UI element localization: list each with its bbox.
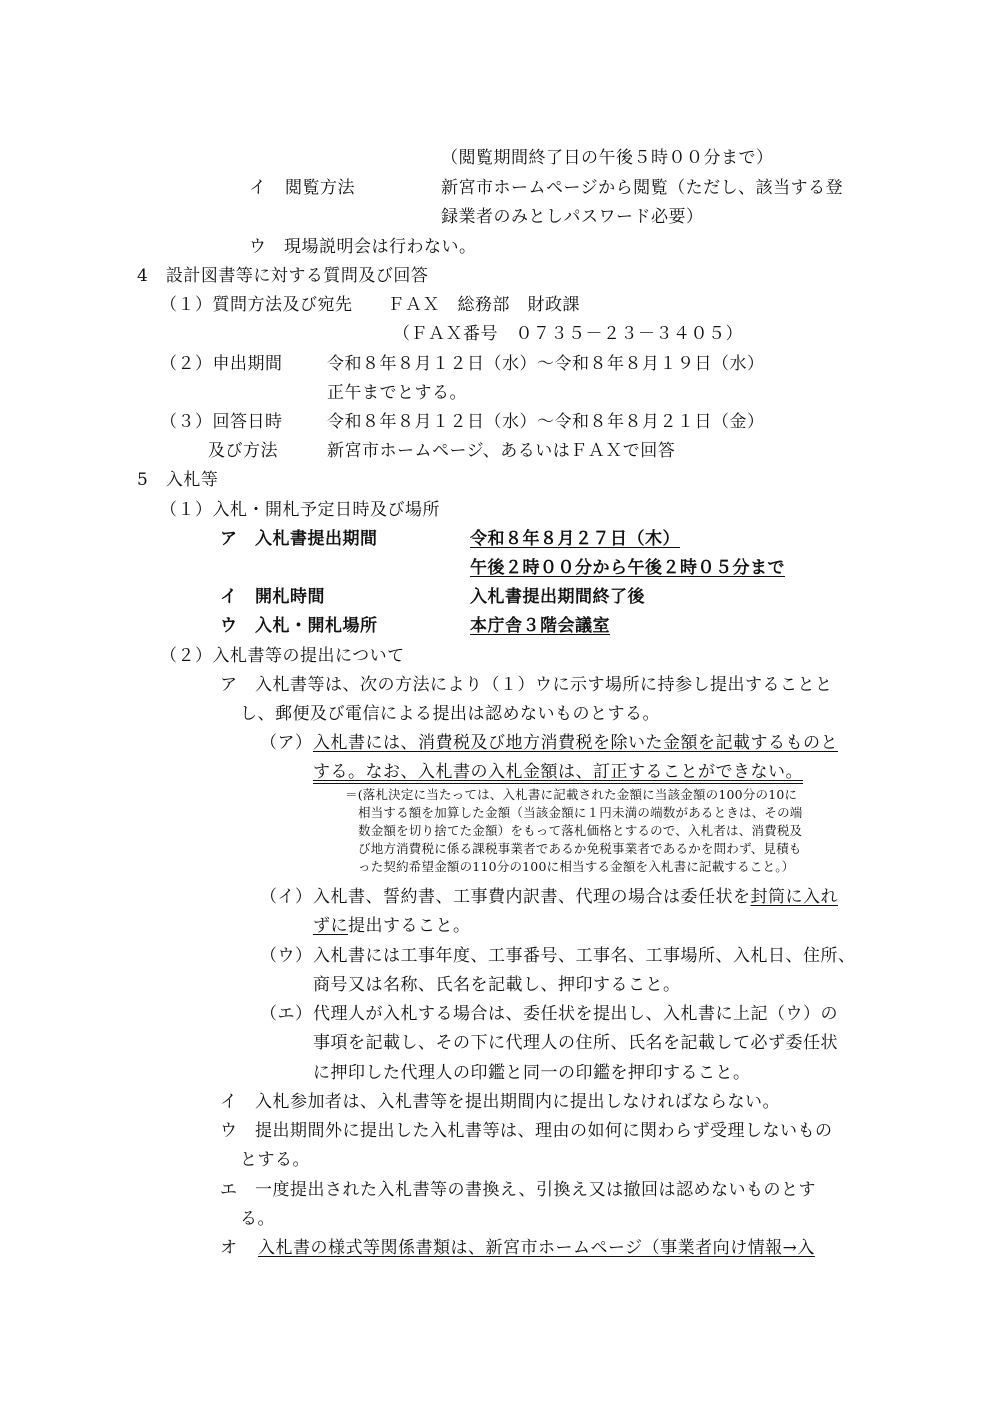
opening-time-value: 入札書提出期間終了後 [470,587,645,607]
bid-submission-heading: （２）入札書等の提出について [160,646,405,666]
answer-date-text: 令和８年８月１２日（水）～令和８年８月２１日（金） [327,412,765,432]
fax-number: （ＦＡＸ番号 ０７３５－２３－３４０５） [393,324,743,344]
application-period-text: 令和８年８月１２日（水）～令和８年８月１９日（水） [327,354,765,374]
para-u-line1: ウ 提出期間外に提出した入札書等は、理由の如何に関わらず受理しないもの [220,1121,833,1141]
bid-location-label: ウ 入札・開札場所 [220,616,378,636]
item-i-text-cont: 提出すること。 [348,916,471,936]
bid-submission-period-label: ア 入札書提出期間 [220,529,378,549]
para-e-line1: エ 一度提出された入札書等の書換え、引換え又は撤回は認めないものとす [220,1180,817,1200]
para-a-line1: ア 入札書等は、次の方法により（１）ウに示す場所に持参し提出することと [220,675,833,695]
inspection-method-text: 新宮市ホームページから閲覧（ただし、該当する登 [441,178,844,198]
para-o-text: 入札書の様式等関係書類は、新宮市ホームページ（事業者向け情報→入 [258,1238,815,1258]
item-i-emphasis: 封筒に入れ [750,887,838,907]
question-method-line: （１）質問方法及び宛先 ＦＡＸ 総務部 財政課 [160,295,580,315]
item-u-text-line1: 入札書には工事年度、工事番号、工事名、工事場所、入札日、住所、 [313,946,856,966]
tax-note-line2: 相当する額を加算した金額（当該金額に１円未満の端数があるときは、その端 [358,805,803,820]
item-a-text-line2: する。なお、入札書の入札金額は、訂正することができない。 [313,762,803,782]
bid-schedule-heading: （１）入札・開札予定日時及び場所 [160,500,440,520]
para-e-line2: る。 [240,1209,275,1229]
tax-note-line1: ＝(落札決定に当たっては、入札書に記載された金額に当該金額の100分の10に [345,787,798,802]
application-period-text-cont: 正午までとする。 [327,383,467,403]
site-briefing-text: ウ 現場説明会は行わない。 [249,237,477,257]
item-i-text: 入札書、誓約書、工事費内訳書、代理の場合は委任状を [313,887,751,907]
item-u-mark: （ウ） [260,946,313,966]
item-i-text-line1 [313,885,838,909]
item-a-mark: （ア） [260,733,313,753]
tax-note-line3: 数金額を切り捨てた金額）をもって落札価格とするので、入札者は、消費税及 [358,823,803,838]
item-i-text-line2 [313,914,471,938]
tax-note-line4: び地方消費税に係る課税事業者であるか免税事業者であるかを問わず、見積も [358,841,802,856]
item-i-mark: （イ） [260,887,313,907]
answer-method-text: 新宮市ホームページ、あるいはＦＡＸで回答 [327,441,676,461]
para-u-line2: とする。 [240,1150,310,1170]
item-a-text-line1: 入札書には、消費税及び地方消費税を除いた金額を記載するものと [313,733,838,753]
item-e-text-line2: 事項を記載し、その下に代理人の住所、氏名を記載して必ず委任状 [313,1033,838,1053]
section-4-heading: 4 設計図書等に対する質問及び回答 [137,266,429,286]
item-e-mark: （エ） [260,1004,313,1024]
inspection-deadline-note: （閲覧期間終了日の午後５時００分まで） [441,148,774,168]
bid-submission-date: 令和８年８月２７日（木） [470,529,680,549]
opening-time-label: イ 開札時間 [220,587,325,607]
answer-date-label: （３）回答日時 [160,412,283,432]
bid-location-value: 本庁舎３階会議室 [470,616,610,636]
item-i-emphasis-cont: ずに [313,916,348,936]
section-5-heading: 5 入札等 [137,470,219,490]
item-e-text-line3: に押印した代理人の印鑑と同一の印鑑を押印すること。 [313,1063,751,1083]
para-a-line2: し、郵便及び電信による提出は認めないものとする。 [240,704,660,724]
tax-note-line5: った契約希望金額の110分の100に相当する金額を入札書に記載すること。） [358,859,795,874]
para-o-mark: オ [220,1238,238,1258]
application-period-label: （２）申出期間 [160,354,283,374]
inspection-method-label: 閲覧方法 [285,178,355,198]
item-mark-i: イ [249,178,267,198]
answer-method-label: 及び方法 [208,441,278,461]
inspection-method-text-cont: 録業者のみとしパスワード必要） [441,207,704,227]
item-u-text-line2: 商号又は名称、氏名を記載し、押印すること。 [313,975,681,995]
item-e-text-line1: 代理人が入札する場合は、委任状を提出し、入札書に上記（ウ）の [313,1004,838,1024]
para-i: イ 入札参加者は、入札書等を提出期間内に提出しなければならない。 [220,1092,780,1112]
bid-submission-time: 午後２時００分から午後２時０５分まで [470,558,785,578]
